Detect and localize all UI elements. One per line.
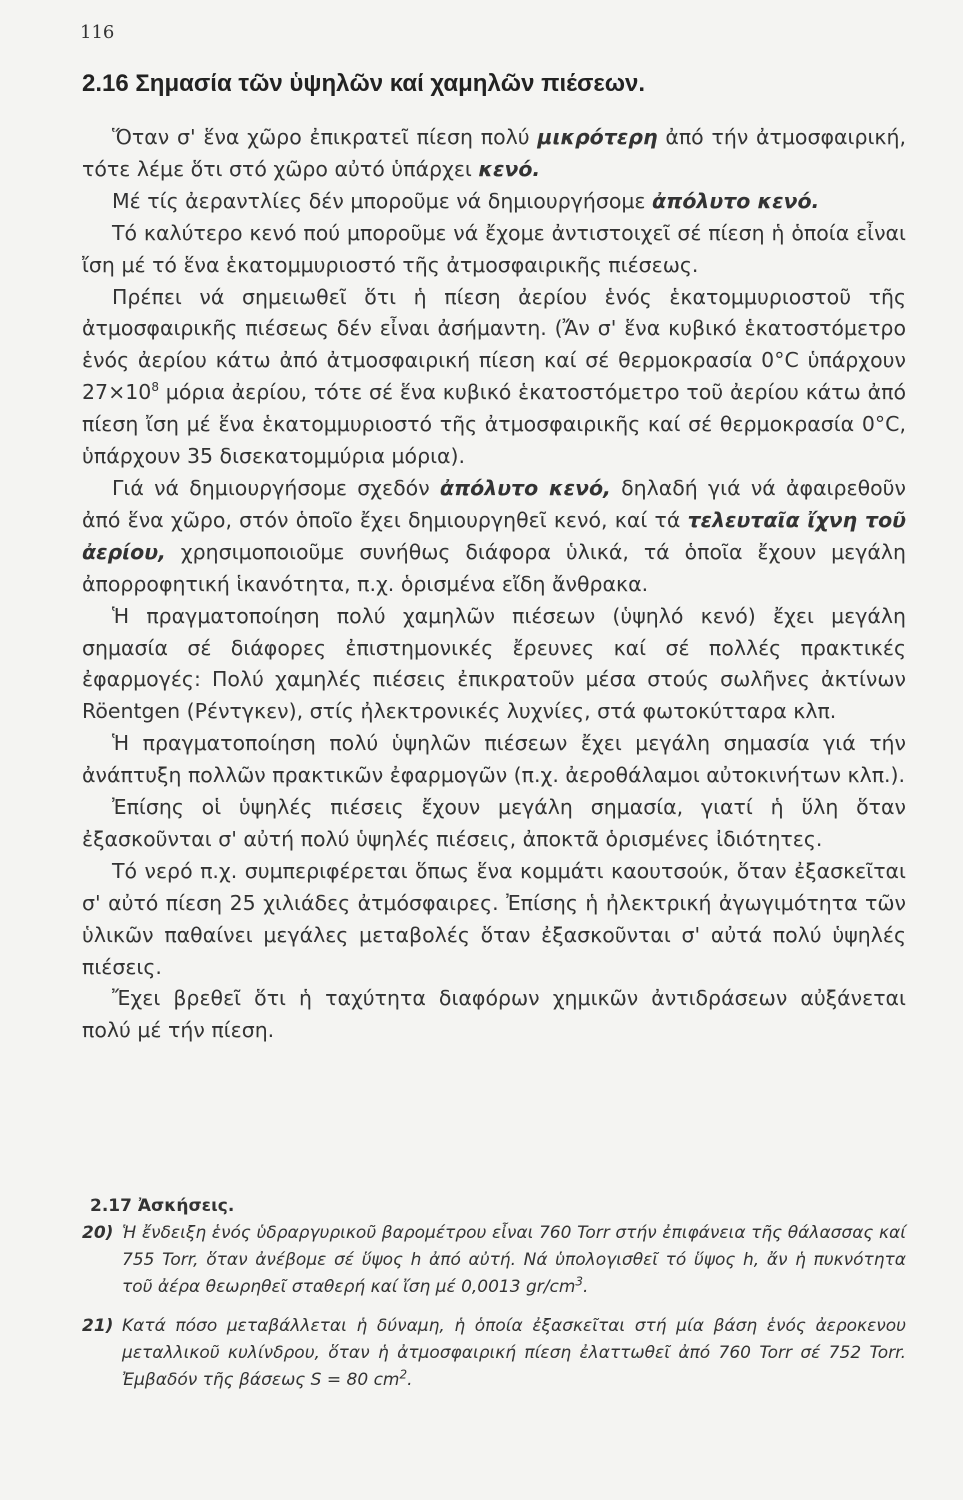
paragraph <box>82 473 906 601</box>
paragraph <box>82 282 906 473</box>
exercise-item <box>82 1220 906 1301</box>
text-run: Γιά νά δημιουργήσομε σχεδόν <box>112 475 440 500</box>
exercises-heading: 2.17 Ἀσκήσεις. <box>90 1196 235 1216</box>
exercise-number: 20) <box>82 1223 114 1243</box>
exercise-item <box>82 1313 906 1394</box>
page-number: 116 <box>80 22 115 43</box>
paragraph: Τό καλύτερο κενό πού μποροῦμε νά ἔχομε ἀντιστοιχεῖ σέ πίεση ἡ ὁποία εἶναι ἴση μέ τό ἕνα ἑκατομμυριοστό τῆς ἀτμοσφαιρικῆς πιέσεως. <box>82 220 906 277</box>
emphasis: τελευταῖα ἴχνη τοῦ ἀερίου, <box>82 507 906 564</box>
exercise-text <box>122 1220 906 1301</box>
text-run: Πρέπει νά σημειωθεῖ ὅτι ἡ πίεση ἀερίου ἑνός ἑκατομμυριοστοῦ τῆς ἀτμοσφαιρικῆς πιέσεως δέν εἶναι ἀσήμαντη. (Ἄν σ' ἕνα κυβικό ἑκατοστόμετρο ἑνός ἀερίου κάτω ἀπό ἀτμοσφαιρική πίεση καί σέ θερμοκρασία 0°C ὑπάρχουν 27×10 <box>82 284 906 405</box>
text-run: . <box>407 1370 413 1390</box>
paragraph <box>82 186 906 218</box>
text-run: Μέ τίς ἀεραντλίες δέν μποροῦμε νά δημιουργήσομε <box>112 188 653 213</box>
paragraph: Ἡ πραγματοποίηση πολύ χαμηλῶν πιέσεων (ὑψηλό κενό) ἔχει μεγάλη σημασία σέ διάφορες ἐπιστημονικές ἔρευνες καί σέ πολλές πρακτικές ἐφαρμογές: Πολύ χαμηλές πιέσεις ἐπικρατοῦν μέσα στούς σωλῆνες ἀκτίνων Röentgen (Ρέντγκεν), στίς ἠλεκτρονικές λυχνίες, στά φωτοκύτταρα κλπ. <box>82 603 906 724</box>
exercise-text <box>122 1313 906 1394</box>
text-run: Ὅταν σ' ἕνα χῶρο ἐπικρατεῖ πίεση πολύ <box>112 125 538 149</box>
emphasis: ἀπόλυτο κενό, <box>439 475 611 500</box>
superscript: 2 <box>399 1367 408 1382</box>
emphasis: κενό. <box>478 156 541 181</box>
superscript: 3 <box>575 1274 584 1289</box>
paragraph <box>82 122 906 186</box>
section-title: 2.16 Σημασία τῶν ὑψηλῶν καί χαμηλῶν πιέσεων. <box>82 70 646 97</box>
paragraph: Τό νερό π.χ. συμπεριφέρεται ὅπως ἕνα κομμάτι καουτσούκ, ὅταν ἐξασκεῖται σ' αὐτό πίεση 25 χιλιάδες ἀτμόσφαιρες. Ἐπίσης ἡ ἠλεκτρική ἀγωγιμότητα τῶν ὑλικῶν παθαίνει μεγάλες μεταβολές ὅταν ἐξασκοῦνται σ' αὐτά πολύ ὑψηλές πιέσεις. <box>82 858 906 979</box>
text-run: ἀπό τήν ἀτμοσφαιρική, τότε λέμε ὅτι στό χῶρο αὐτό ὑπάρχει <box>82 125 906 181</box>
text-run: Κατά πόσο μεταβάλλεται ἡ δύναμη, ἡ ὁποία ἐξασκεῖται στή μία βάση ἑνός ἀεροκενου μεταλλικοῦ κυλίνδρου, ὅταν ἡ ἀτμοσφαιρική πίεση ἐλαττωθεῖ ἀπό 760 Torr σέ 752 Torr. Ἐμβαδόν τῆς βάσεως S = 80 cm <box>122 1316 906 1390</box>
paragraph: Ἡ πραγματοποίηση πολύ ὑψηλῶν πιέσεων ἔχει μεγάλη σημασία γιά τήν ἀνάπτυξη πολλῶν πρακτικῶν ἐφαρμογῶν (π.χ. ἀεροθάλαμοι αὐτοκινήτων κλπ.). <box>82 731 906 788</box>
emphasis: μικρότερη <box>537 125 658 149</box>
paragraph: Ἔχει βρεθεῖ ὅτι ἡ ταχύτητα διαφόρων χημικῶν ἀντιδράσεων αὐξάνεται πολύ μέ τήν πίεση. <box>82 986 906 1043</box>
text-run: μόρια ἀερίου, τότε σέ ἕνα κυβικό ἑκατοστόμετρο τοῦ ἀερίου κάτω ἀπό πίεση ἴση μέ ἕνα ἑκατομμυριοστό τῆς ἀτμοσφαιρικῆς καί σέ θερμοκρασία 0°C, ὑπάρχουν 35 δισεκατομμύρια μόρια). <box>82 380 906 469</box>
text-run: . <box>583 1277 589 1297</box>
exercise-number: 21) <box>82 1316 114 1336</box>
paragraph: Ἐπίσης οἱ ὑψηλές πιέσεις ἔχουν μεγάλη σημασία, γιατί ἡ ὕλη ὅταν ἐξασκοῦνται σ' αὐτή πολύ ὑψηλές πιέσεις, ἀποκτᾶ ὁρισμένες ἰδιότητες. <box>82 795 906 851</box>
text-run: Ἡ ἔνδειξη ἑνός ὑδραργυρικοῦ βαρομέτρου εἶναι 760 Torr στήν ἐπιφάνεια τῆς θάλασσας καί 755 Torr, ὅταν ἀνέβομε σέ ὕψος h ἀπό αὐτή. Νά ὑπολογισθεῖ τό ὕψος h, ἄν ἡ πυκνότητα τοῦ ἀέρα θεωρηθεῖ σταθερή καί ἴση μέ 0,0013 gr/cm <box>122 1223 906 1297</box>
emphasis: ἀπόλυτο κενό. <box>652 188 820 213</box>
text-run: χρησιμοποιοῦμε συνήθως διάφορα ὑλικά, τά ὁποῖα ἔχουν μεγάλη ἀπορροφητική ἱκανότητα, π.χ. ὁρισμένα εἴδη ἄνθρακα. <box>82 539 906 596</box>
exercises-section <box>82 1196 906 1406</box>
body-text <box>82 122 906 1047</box>
text-run: δηλαδή γιά νά ἀφαιρεθοῦν ἀπό ἕνα χῶρο, στόν ὁποῖο ἔχει δημιουργηθεῖ κενό, καί τά <box>82 475 906 532</box>
superscript: 8 <box>151 380 159 395</box>
